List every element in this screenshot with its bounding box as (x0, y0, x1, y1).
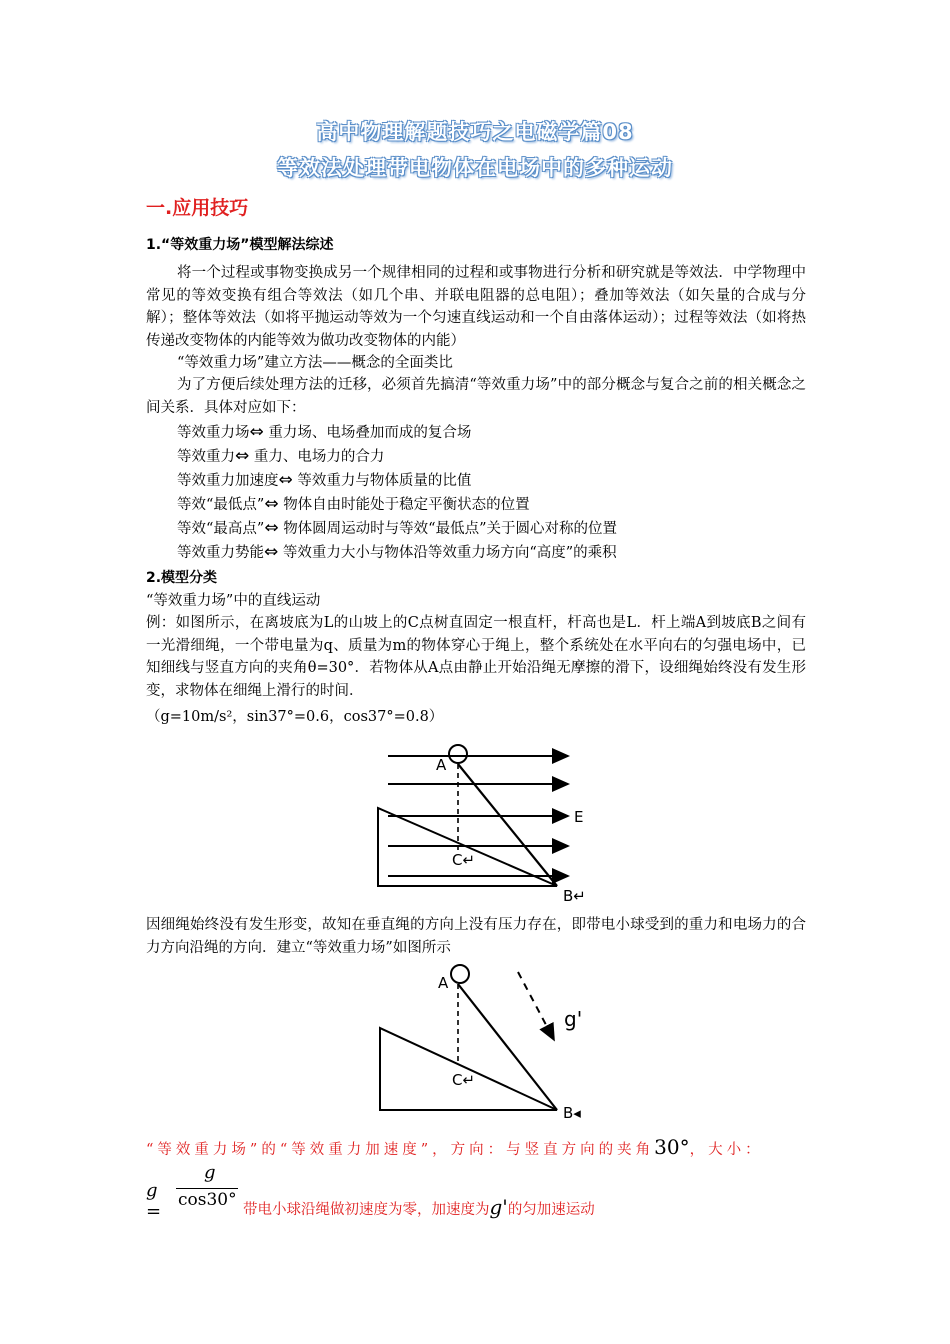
formula-denominator: cos30° (178, 1190, 237, 1210)
acceleration-size-text: ，大小： (689, 1142, 764, 1158)
conclusion-text: 带电小球沿绳做初速度为零，加速度为 (243, 1202, 490, 1218)
section-heading: 一.应用技巧 (146, 197, 249, 219)
correspondence-right: 重力场、电场叠加而成的复合场 (268, 425, 472, 441)
label-a: A (438, 974, 449, 992)
heading-2: 2.模型分类 (146, 570, 218, 586)
angle-value: 30° (654, 1135, 690, 1159)
correspondence-left: 等效重力加速度 (177, 473, 279, 489)
title-line-2: 等效法处理带电物体在电场中的多种运动 (277, 156, 673, 180)
correspondence-right: 等效重力大小与物体沿等效重力场方向“高度”的乘积 (282, 545, 617, 561)
correspondence-row (177, 421, 471, 444)
label-g-prime: g' (564, 1007, 583, 1031)
conclusion-end-text: 的匀加速运动 (507, 1202, 595, 1218)
g-prime-symbol: g' (489, 1195, 508, 1219)
correspondence-row (177, 541, 617, 564)
formula-lhs: g = (146, 1180, 162, 1222)
correspondence-row (177, 469, 471, 492)
label-e: E (574, 808, 584, 826)
paragraph-explanation: 因细绳始终没有发生形变，故知在垂直绳的方向上没有压力存在，即带电小球受到的重力和电场力的合力方向沿绳的方向．建立“等效重力场”如图所示 (146, 917, 806, 956)
label-c: C↵ (452, 851, 476, 869)
label-b: B◂ (563, 1104, 581, 1122)
correspondence-left: 等效“最高点” (177, 521, 265, 537)
double-arrow-icon: ⇔ (249, 422, 264, 442)
label-c: C↵ (452, 1071, 476, 1089)
double-arrow-icon: ⇔ (264, 518, 279, 538)
fraction-bar (176, 1188, 238, 1189)
correspondence-row (177, 517, 617, 540)
correspondence-row (177, 445, 384, 468)
figure-equivalent-gravity (370, 960, 600, 1125)
motion-conclusion-line (243, 1196, 595, 1221)
correspondence-row (177, 493, 530, 516)
double-arrow-icon: ⇔ (278, 470, 293, 490)
correspondence-left: 等效重力场 (177, 425, 250, 441)
double-arrow-icon: ⇔ (264, 542, 279, 562)
correspondence-left: 等效“最低点” (177, 497, 265, 513)
label-b: B↵ (563, 887, 586, 905)
equivalent-acceleration-line (146, 1136, 764, 1161)
acceleration-direction-text: “等效重力场”的“等效重力加速度”，方向：与竖直方向的夹角 (146, 1142, 655, 1158)
double-arrow-icon: ⇔ (235, 446, 250, 466)
label-a: A (436, 756, 447, 774)
correspondence-right: 物体圆周运动时与等效“最低点”关于圆心对称的位置 (283, 521, 618, 537)
paragraph-method: “等效重力场”建立方法——概念的全面类比 (177, 355, 453, 371)
correspondence-left: 等效重力势能 (177, 545, 264, 561)
figure-incline-electric-field (370, 738, 600, 908)
paragraph-intro: 将一个过程或事物变换成另一个规律相同的过程和或事物进行分析和研究就是等效法．中学物理中常见的等效变换有组合等效法（如几个串、并联电阻器的总电阻）；叠加等效法（如矢量的合成与分解）；整体等效法（如将平抛运动等效为一个匀速直线运动和一个自由落体运动）；过程等效法（如将热传递改变物体的内能等效为做功改变物体的内能） (146, 265, 806, 349)
paragraph-correspondence-intro: 为了方便后续处理方法的迁移，必须首先搞清“等效重力场”中的部分概念与复合之前的相关概念之间关系．具体对应如下： (146, 377, 806, 416)
subheading-linear-motion: “等效重力场”中的直线运动 (146, 593, 321, 609)
given-values: （g=10m/s²，sin37°=0.6，cos37°=0.8） (146, 709, 444, 725)
heading-1: 1.“等效重力场”模型解法综述 (146, 237, 334, 253)
correspondence-right: 等效重力与物体质量的比值 (297, 473, 472, 489)
double-arrow-icon: ⇔ (264, 494, 279, 514)
example-problem: 例：如图所示，在离坡底为L的山坡上的C点树直固定一根直杆，杆高也是L．杆上端A到坡底B之间有一光滑细绳，一个带电量为q、质量为m的物体穿心于绳上，整个系统处在水平向右的匀强电场中，已知细线与竖直方向的夹角θ=30°．若物体从A点由静止开始沿绳无摩擦的滑下，设细绳始终没有发生形变，求物体在细绳上滑行的时间． (146, 615, 806, 699)
formula-numerator: g (204, 1162, 216, 1183)
correspondence-right: 物体自由时能处于稳定平衡状态的位置 (283, 497, 530, 513)
title-line-1: 高中物理解题技巧之电磁学篇08 (316, 120, 634, 144)
correspondence-left: 等效重力 (177, 449, 235, 465)
correspondence-right: 重力、电场力的合力 (253, 449, 385, 465)
